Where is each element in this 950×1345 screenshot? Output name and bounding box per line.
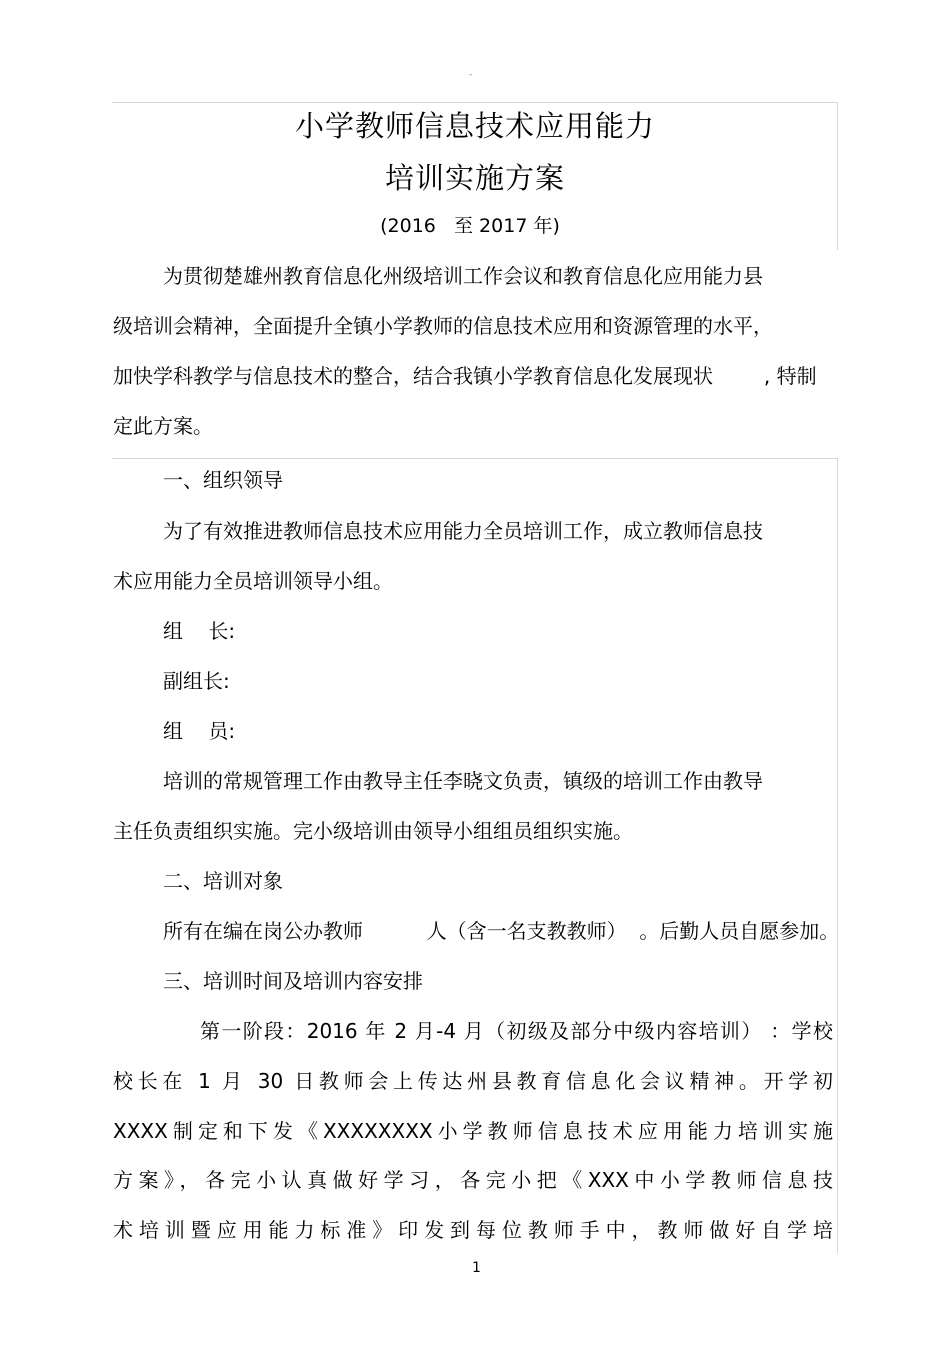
section-1-para-line-2: 术应用能力全员培训领导小组。 <box>113 569 393 593</box>
deputy-leader-label: 副组长: <box>163 669 230 693</box>
intro-line-4: 定此方案。 <box>113 414 213 438</box>
section-3-heading: 三、培训时间及培训内容安排 <box>163 969 423 993</box>
document-years: (2016 至 2017 年) <box>380 215 560 237</box>
section-3-para-line-1-text: 第一阶段：2016 年 2 月-4 月（初级及部分中级内容培训） ：学校 <box>200 1019 833 1043</box>
section-3-para-line-5 <box>113 1216 833 1244</box>
page-number: 1 <box>472 1260 481 1276</box>
section-3-para-line-4 <box>113 1166 833 1194</box>
header-mark: - <box>469 70 473 80</box>
section-3-para-line-1 <box>200 1017 833 1045</box>
section-3-para-line-2-text: 校长在 1 月 30 日教师会上传达州县教育信息化会议精神。开学初 <box>113 1069 833 1093</box>
section-3-para-line-2 <box>113 1067 833 1095</box>
intro-line-3: 加快学科教学与信息技术的整合，结合我镇小学教育信息化发展现状 , 特制 <box>113 364 817 388</box>
management-line-1: 培训的常规管理工作由教导主任李晓文负责，镇级的培训工作由教导 <box>163 769 763 793</box>
group-leader-label: 组 长: <box>163 619 236 643</box>
intro-line-1: 为贯彻楚雄州教育信息化州级培训工作会议和教育信息化应用能力县 <box>163 264 763 288</box>
section-3-para-line-3 <box>113 1117 833 1145</box>
frame-line-middle <box>112 458 838 459</box>
group-members-label: 组 员: <box>163 719 236 743</box>
intro-line-2: 级培训会精神，全面提升全镇小学教师的信息技术应用和资源管理的水平， <box>113 314 773 338</box>
section-2-heading: 二、培训对象 <box>163 869 283 893</box>
document-title-line-2: 培训实施方案 <box>384 161 565 195</box>
section-2-para: 所有在编在岗公办教师 人（含一名支教教师） 。后勤人员自愿参加。 <box>163 919 840 943</box>
document-title-line-1: 小学教师信息技术应用能力 <box>294 109 655 143</box>
section-1-heading: 一、组织领导 <box>163 468 283 492</box>
section-3-para-line-3-text: XXXX制定和下发《XXXXXXXX小学教师信息技术应用能力培训实施 <box>113 1119 833 1143</box>
frame-line-top <box>112 102 838 103</box>
section-3-para-line-5-text: 术培训暨应用能力标准》印发到每位教师手中，教师做好自学培 <box>113 1218 833 1242</box>
frame-line-right-lower <box>837 458 838 1253</box>
section-3-para-line-4-text: 方案》，各完小认真做好学习，各完小把《XXX中小学教师信息技 <box>113 1168 833 1192</box>
management-line-2: 主任负责组织实施。完小级培训由领导小组组员组织实施。 <box>113 819 633 843</box>
section-1-para-line-1: 为了有效推进教师信息技术应用能力全员培训工作，成立教师信息技 <box>163 519 763 543</box>
